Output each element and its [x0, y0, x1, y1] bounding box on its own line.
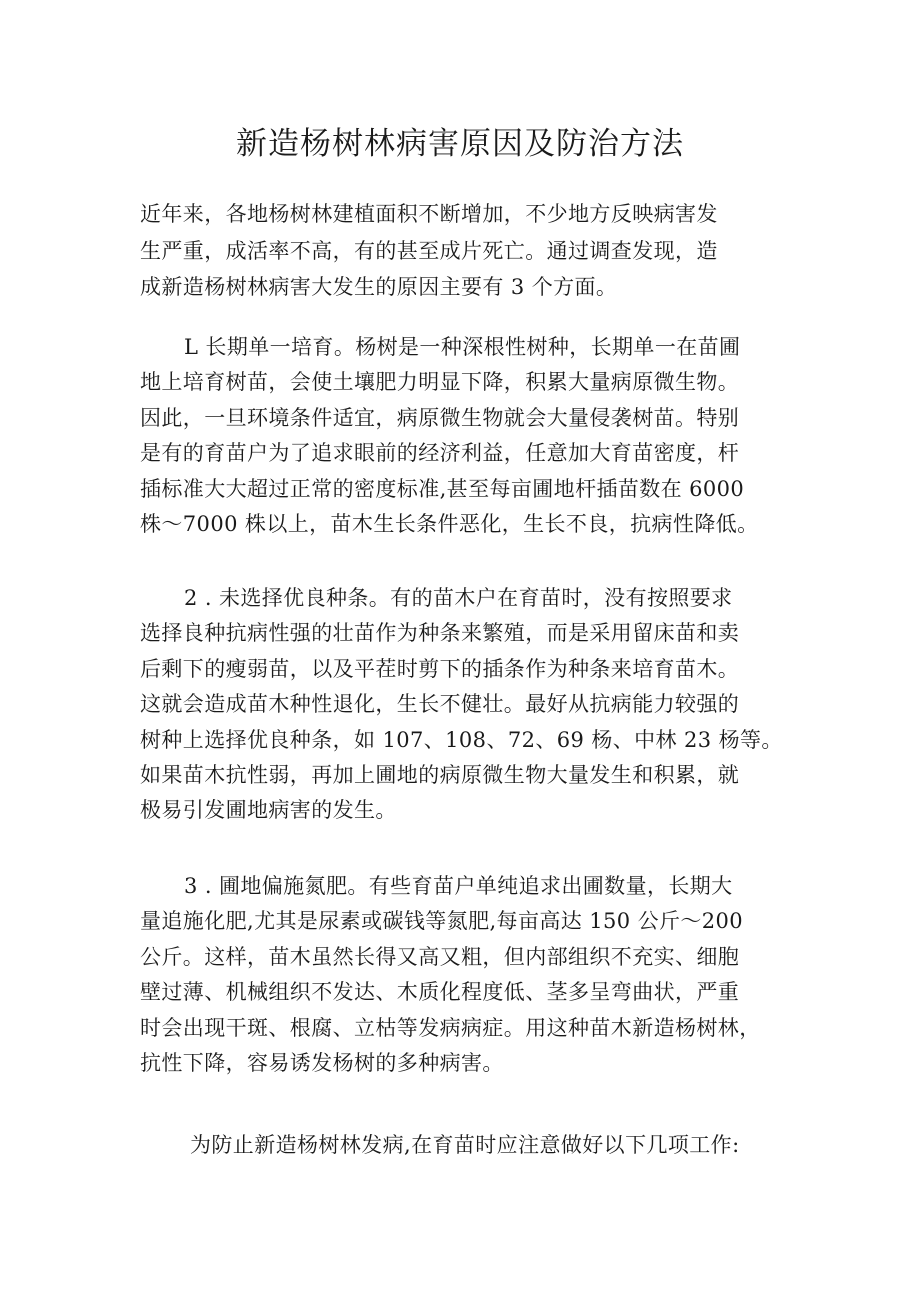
paragraph-line: 极易引发圃地病害的发生。 [140, 798, 397, 823]
paragraph-line: 树种上选择优良种条，如 107、108、72、69 杨、中林 23 杨等。 [140, 727, 783, 752]
cause-2-paragraph [140, 581, 783, 829]
paragraph-line: 生严重，成活率不高，有的甚至成片死亡。通过调查发现，造 [140, 238, 718, 263]
paragraph-line: 这就会造成苗木种性退化，生长不健壮。最好从抗病能力较强的 [140, 692, 740, 717]
paragraph-line: 选择良种抗病性强的壮苗作为种条来繁殖，而是采用留床苗和卖 [140, 621, 740, 646]
paragraph-line: 株～7000 株以上，苗木生长条件恶化，生长不良，抗病性降低。 [140, 511, 759, 536]
document-title: 新造杨树林病害原因及防治方法 [236, 126, 684, 162]
paragraph-line: 时会出现干斑、根腐、立枯等发病病症。用这种苗木新造杨树林， [140, 1015, 761, 1040]
paragraph-line: 2 . 未选择优良种条。有的苗木户在育苗时，没有按照要求 [184, 586, 733, 610]
paragraph-line: 后剩下的瘦弱苗，以及平茬时剪下的插条作为种条来培育苗木。 [140, 656, 740, 681]
paragraph-line: L 长期单一培育。杨树是一种深根性树种，长期单一在苗圃 [184, 335, 741, 359]
paragraph-line: 地上培育树苗，会使土壤肥力明显下降，积累大量病原微生物。 [140, 370, 740, 395]
cause-3-paragraph [140, 869, 761, 1081]
paragraph-line: 为防止新造杨树林发病,在育苗时应注意做好以下几项工作: [190, 1133, 740, 1157]
paragraph-line: 壁过薄、机械组织不发达、木质化程度低、茎多呈弯曲状，严重 [140, 980, 740, 1005]
paragraph-line: 量追施化肥,尤其是尿素或碳钱等氮肥,每亩高达 150 公斤～200 [140, 909, 744, 934]
paragraph-line: 抗性下降，容易诱发杨树的多种病害。 [140, 1050, 504, 1075]
paragraph-line: 近年来，各地杨树林建植面积不断增加，不少地方反映病害发 [140, 202, 718, 226]
prevention-intro-paragraph [140, 1128, 740, 1163]
intro-paragraph [140, 196, 718, 306]
paragraph-line: 如果苗木抗性弱，再加上圃地的病原微生物大量发生和积累，就 [140, 762, 740, 787]
paragraph-line: 公斤。这样，苗木虽然长得又高又粗，但内部组织不充实、细胞 [140, 944, 740, 969]
paragraph-line: 成新造杨树林病害大发生的原因主要有 3 个方面。 [140, 275, 618, 299]
paragraph-line: 3 . 圃地偏施氮肥。有些育苗户单纯追求出圃数量，长期大 [184, 874, 733, 898]
paragraph-line: 是有的育苗户为了追求眼前的经济利益，任意加大育苗密度，杆 [140, 441, 740, 466]
cause-1-paragraph [140, 330, 759, 542]
paragraph-line: 插标准大大超过正常的密度标准,甚至每亩圃地杆插苗数在 6000 [140, 476, 745, 501]
paragraph-line: 因此，一旦环境条件适宜，病原微生物就会大量侵袭树苗。特别 [140, 405, 740, 430]
